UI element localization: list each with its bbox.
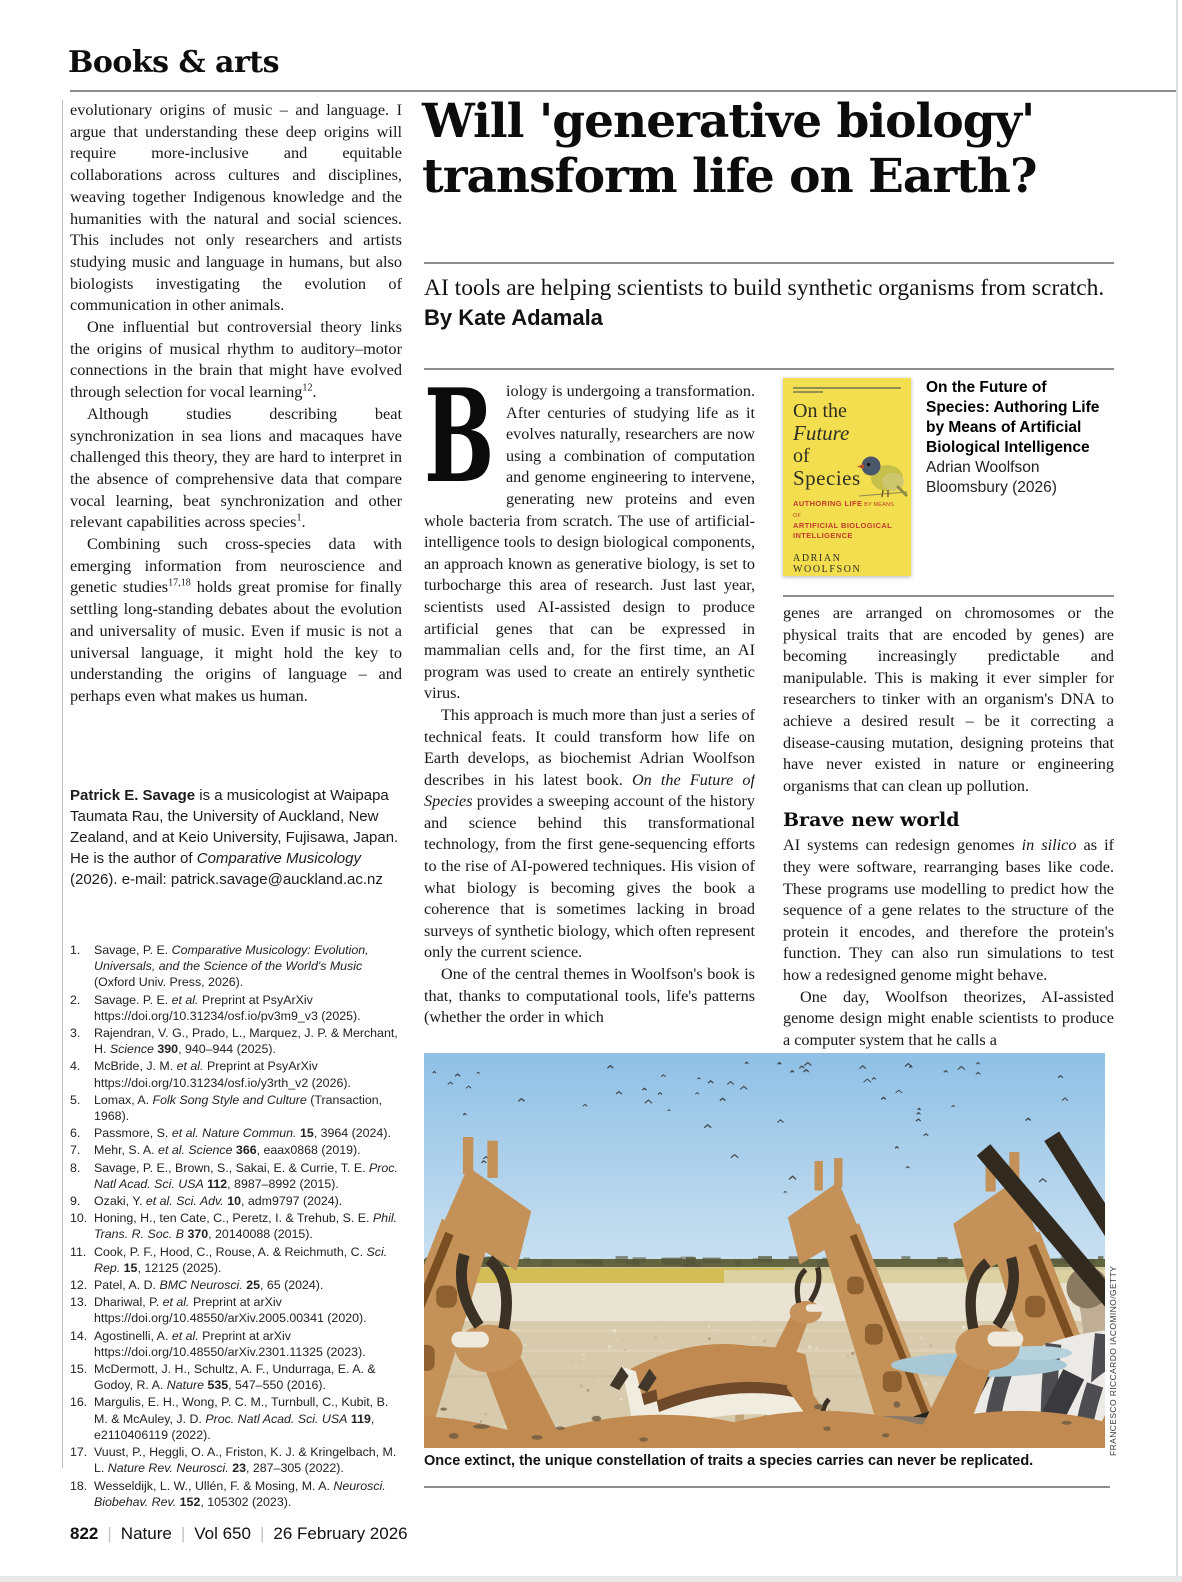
headline: Will 'generative biology' transform life on Earth? — [422, 94, 1037, 204]
paragraph: One of the central themes in Woolfson's book is that, thanks to computational tools, life's patterns (whether the order in which — [424, 965, 755, 1027]
paragraph: genes are arranged on chromosomes or the physical traits that are encoded by genes) are becoming increasingly predictable and manipulable. This is making it ever simpler for researchers to tinker with an organism's DNA to achieve a desired result – be it correcting a disease-causing mutation, designing proteins that have never existed in nature or engineering organisms that can clean up pollution. — [783, 604, 1114, 795]
subhead: Brave new world — [783, 809, 960, 832]
cover-tagline-text: INTELLIGENCE — [793, 531, 853, 540]
reference-text: Vuust, P., Heggli, O. A., Friston, K. J. & Kringelbach, M. L. Nature Rev. Neurosci. 23, 287–305 (2022). — [94, 1445, 397, 1476]
paragraph: evolutionary origins of music – and language. I argue that understanding these deep origins will require more-inclusive and equitable collaborations across cultures and disciplines, weaving together Indigenous knowledge and the humanities with the natural and social sciences. This includes not only researchers and artists studying music and language in humans, but also biologists investigating the evolution of communication in other animals. — [70, 100, 402, 315]
reference-number: 12. — [70, 1278, 88, 1293]
reference-text: Mehr, S. A. et al. Science 366, eaax0868 (2019). — [94, 1143, 361, 1158]
paragraph: One influential but controversial theory links the origins of musical rhythm to auditory–motor connections in the brain that might have evolved through selection for vocal learning$^{12}$. — [70, 317, 402, 402]
cover-praise-line — [793, 387, 901, 389]
cover-tagline-text: AUTHORING LIFE — [793, 499, 863, 508]
reference-number: 9. — [70, 1194, 81, 1209]
reference-number: 16. — [70, 1395, 88, 1410]
reference-text: Patel, A. D. BMC Neurosci. 25, 65 (2024). — [94, 1278, 324, 1293]
reference-number: 13. — [70, 1295, 88, 1310]
reference-item — [70, 1244, 404, 1276]
caption-divider — [424, 1486, 1110, 1488]
reference-number: 3. — [70, 1026, 81, 1041]
reference-number: 14. — [70, 1328, 88, 1343]
reference-text: Margulis, E. H., Wong, P. C. M., Turnbull, C., Kubit, B. M. & McAuley, J. D. Proc. Natl Acad. Sci. USA 119, e2110406119 (2022). — [94, 1395, 389, 1442]
reference-number: 11. — [70, 1244, 87, 1259]
photo-credit: FRANCESCO RICCARDO IACOMINO/GETTY — [1108, 1265, 1118, 1456]
author-bio: Patrick E. Savage is a musicologist at Waipapa Taumata Rau, the University of Auckland, New Zealand, and at Keio University, Fujisawa, Japan. He is the author of Comparative Musicology (2026). e-mail: patrick.savage@auckland.ac.nz — [70, 787, 399, 888]
book-meta — [926, 378, 1114, 576]
reference-text: Lomax, A. Folk Song Style and Culture (Transaction, 1968). — [94, 1092, 383, 1124]
book-author: Adrian Woolfson — [926, 459, 1040, 476]
reference-number: 7. — [70, 1143, 81, 1158]
reference-item — [70, 1160, 404, 1192]
reference-text: McDermott, J. H., Schultz, A. F., Undurraga, E. A. & Godoy, R. A. Nature 535, 547–550 (2016). — [94, 1362, 376, 1393]
photo-caption: Once extinct, the unique constellation of traits a species carries can never be replicated. — [424, 1453, 1034, 1469]
photo-illustration — [424, 1053, 1105, 1448]
paragraph: One day, Woolfson theorizes, AI-assisted genome design might enable scientists to produce a computer system that he calls a — [783, 987, 1114, 1049]
cover-title-line: Future — [793, 421, 850, 445]
journal-name: Nature — [120, 1524, 172, 1543]
reference-item — [70, 1444, 404, 1476]
reference-number: 4. — [70, 1059, 81, 1074]
cover-praise-line — [793, 391, 823, 393]
reference-item — [70, 1294, 404, 1326]
book-info — [783, 378, 1114, 576]
reference-item — [70, 1478, 404, 1510]
reference-text: Cook, P. F., Hood, C., Rouse, A. & Reichmuth, C. Sci. Rep. 15, 12125 (2025). — [94, 1244, 388, 1275]
reference-number: 8. — [70, 1160, 81, 1175]
paragraph: Combining such cross-species data with emerging information from neuroscience and genetic studies$^{17,18}$ holds great promise for finally settling long-standing debates about the evolution and universality of music. Even if music is not a universal language, it might hold the key to understanding the origins of language – and perhaps even what makes us human. — [70, 534, 403, 705]
article-body-right — [783, 603, 1114, 1049]
reference-item — [70, 1328, 404, 1360]
paragraph-text: iology is undergoing a transformation. After centuries of studying life as it evolves naturally, researchers are now using a combination of computation and genome engineering to intervene, generating new proteins and even whole bacteria from scratch. The use of artificial-intelligence tools to design biological components, an approach known as generative biology, is set to turbocharge this area of research. Just last year, scientists used AI-assisted design to produce artificial genes that can be expressed in mammalian cells and, for the first time, an AI program was used to create an entirely synthetic virus. — [424, 382, 755, 703]
column-divider — [783, 595, 1114, 597]
reference-item — [70, 942, 404, 991]
book-cover — [783, 378, 911, 576]
paragraph — [424, 381, 755, 705]
reference-item — [70, 1125, 404, 1141]
cover-tagline-text: BY MEANS OF — [793, 502, 895, 519]
reference-text: Ozaki, Y. et al. Sci. Adv. 10, adm9797 (2024). — [94, 1194, 343, 1209]
cover-title-line: of — [793, 445, 810, 467]
reference-item — [70, 1361, 404, 1393]
reference-item — [70, 1092, 404, 1124]
left-column-rule — [62, 100, 63, 1468]
reference-number: 10. — [70, 1211, 88, 1226]
cover-tagline — [793, 499, 901, 541]
reference-text: Honing, H., ten Cate, C., Peretz, I. & Trehub, S. E. Phil. Trans. R. Soc. B 370, 20140088 (2015). — [94, 1211, 398, 1242]
reference-text: Savage. P. E. et al. Preprint at PsyArXiv https://doi.org/10.31234/osf.io/pv3m9_v3 (2025). — [94, 992, 361, 1023]
reference-text: Agostinelli, A. et al. Preprint at arXiv https://doi.org/10.48550/arXiv.2301.11325 (2023). — [94, 1328, 366, 1359]
cover-author: ADRIAN WOOLFSON — [793, 553, 862, 575]
reference-number: 18. — [70, 1478, 88, 1493]
book-title: On the Future of Species: Authoring Life by Means of Artificial Biological Intelligence — [926, 379, 1100, 456]
standfirst — [424, 274, 1114, 333]
standfirst-divider — [424, 262, 1114, 264]
reference-text: Savage, P. E., Brown, S., Sakai, E. & Currie, T. E. Proc. Natl Acad. Sci. USA 112, 8987–8992 (2015). — [94, 1160, 398, 1191]
reference-item — [70, 1193, 404, 1209]
body-divider — [424, 368, 1114, 370]
reference-number: 17. — [70, 1445, 88, 1460]
reference-text: McBride, J. M. et al. Preprint at PsyArXiv https://doi.org/10.31234/osf.io/y3rth_v2 (2026). — [94, 1059, 351, 1090]
reference-list — [70, 942, 404, 1511]
book-publisher: Bloomsbury (2026) — [926, 479, 1057, 496]
article-body-left — [424, 381, 755, 1045]
page-number: 822 — [70, 1524, 99, 1543]
cover-title-line: Species — [793, 466, 861, 490]
cover-title-line: On the — [793, 400, 847, 422]
section-header: Books & arts — [68, 45, 280, 80]
reference-text: Savage, P. E. Comparative Musicology: Evolution, Universals, and the Science of the World's Music (Oxford Univ. Press, 2026). — [94, 943, 369, 990]
bird-illustration-icon — [857, 452, 909, 502]
reference-item — [70, 1394, 404, 1443]
reference-text: Passmore, S. et al. Nature Commun. 15, 3964 (2024). — [94, 1126, 391, 1141]
reference-text: Dhariwal, P. et al. Preprint at arXiv https://doi.org/10.48550/arXiv.2005.00341 (2020). — [94, 1295, 367, 1326]
drop-cap: B — [424, 381, 495, 512]
reference-item — [70, 992, 404, 1024]
savanna-photo — [424, 1053, 1105, 1448]
page-right-edge — [1176, 0, 1178, 1582]
reference-item — [70, 1210, 404, 1242]
cover-tagline-text: ARTIFICIAL BIOLOGICAL — [793, 521, 893, 530]
reference-item — [70, 1277, 404, 1293]
paragraph: AI systems can redesign genomes in silico as if they were software, rearranging bases like code. These programs use modelling to predict how the sequence of a gene relates to the structure of the protein it encodes, and therefore the protein's function. They can also run simulations to test how a redesigned genome might behave. — [783, 836, 1114, 984]
reference-text: Rajendran, V. G., Prado, L., Marquez, J. P. & Merchant, H. Science 390, 940–944 (2025). — [94, 1026, 398, 1057]
issue-date: 26 February 2026 — [273, 1524, 408, 1543]
reference-number: 6. — [70, 1126, 81, 1141]
reference-item — [70, 1058, 404, 1090]
paragraph: Although studies describing beat synchronization in sea lions and macaques have challenged this theory, they are hard to interpret in the absence of comprehensive data that compare vocal learning, beat synchronization and other relevant capabilities across species$^1$. — [70, 403, 402, 532]
footer-separator: | — [259, 1524, 265, 1543]
reference-number: 5. — [70, 1092, 81, 1107]
reference-number: 2. — [70, 992, 81, 1007]
footer-separator: | — [107, 1524, 112, 1543]
volume: Vol 650 — [194, 1524, 251, 1543]
footer-separator: | — [180, 1524, 186, 1543]
reference-item — [70, 1142, 404, 1158]
page-bottom-edge — [0, 1576, 1182, 1582]
paragraph: This approach is much more than just a series of technical feats. It could transform how life on Earth develops, as biochemist Adrian Woolfson describes in his latest book. On the Future of Species provides a sweeping account of the history and science behind this transformational technology, from the first gene-sequencing efforts to the rise of AI-powered techniques. His vision of what biology is becoming gives the book a coherence that is sometimes lacking in broad surveys of synthetic biology, which often represent only the current science. — [424, 705, 755, 962]
reference-text: Wesseldijk, L. W., Ullén, F. & Mosing, M. A. Neurosci. Biobehav. Rev. 152, 105302 (2023). — [94, 1478, 386, 1509]
reference-number: 15. — [70, 1362, 88, 1377]
header-divider — [70, 90, 1176, 92]
previous-article-text — [70, 99, 402, 707]
reference-number: 1. — [70, 943, 81, 957]
footer — [70, 1524, 408, 1544]
standfirst-text: AI tools are helping scientists to build synthetic organisms from scratch. — [424, 275, 1105, 301]
reference-item — [70, 1025, 404, 1057]
byline: By Kate Adamala — [424, 305, 603, 330]
